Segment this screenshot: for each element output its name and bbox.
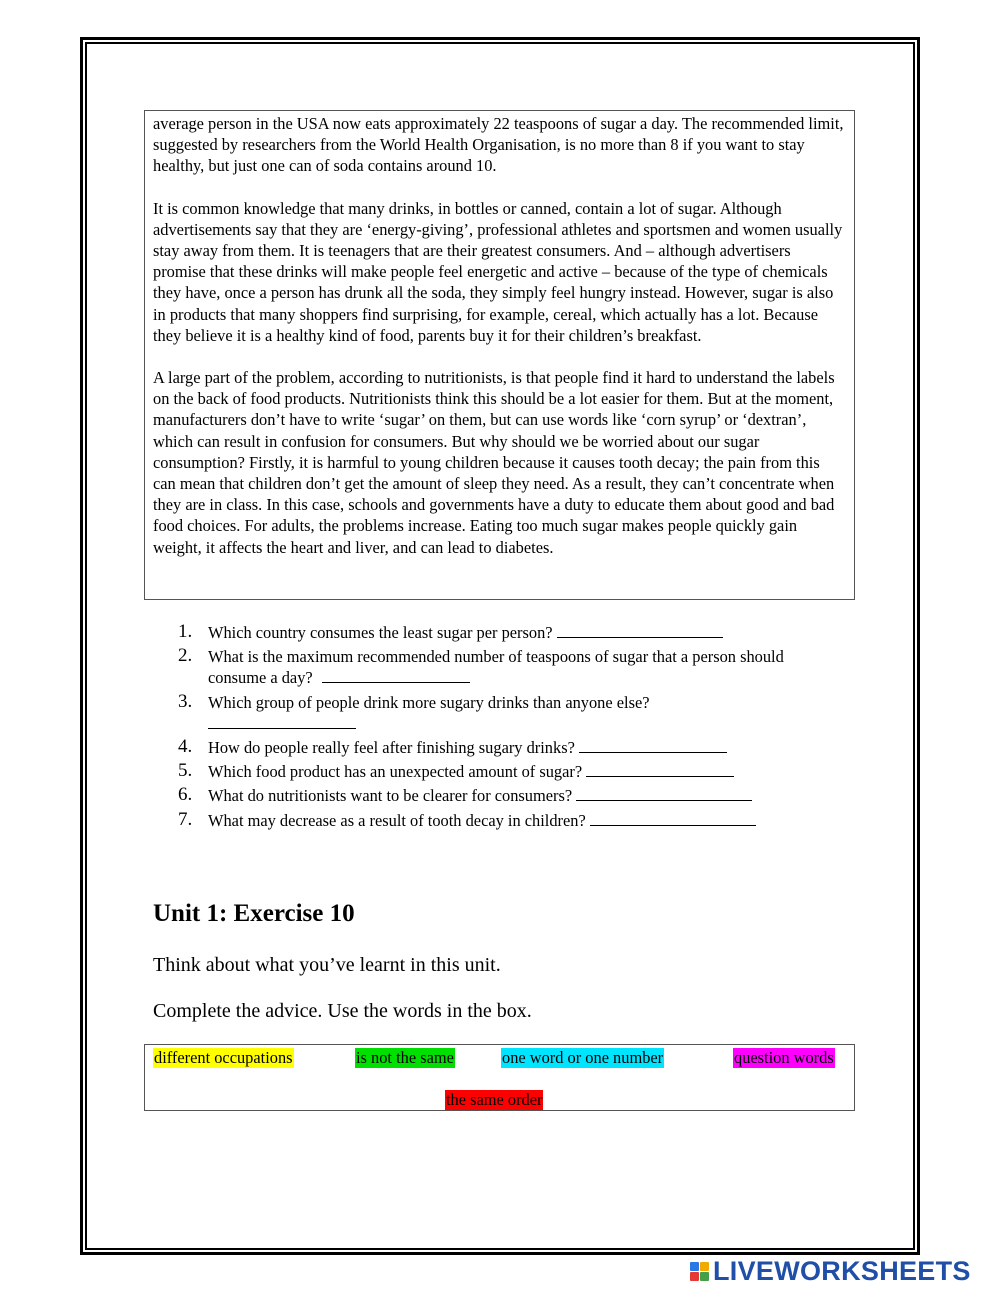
question-number: 4. — [178, 736, 193, 758]
liveworksheets-icon — [690, 1262, 709, 1281]
question-2 — [178, 646, 838, 688]
question-number: 2. — [178, 645, 193, 667]
question-number: 6. — [178, 784, 193, 806]
answer-blank-7[interactable] — [590, 810, 756, 826]
exercise-title: Unit 1: Exercise 10 — [153, 900, 355, 927]
word-different-occupations[interactable]: different occupations — [154, 1048, 293, 1067]
instruction-complete: Complete the advice. Use the words in the box. — [153, 1000, 532, 1022]
question-number: 3. — [178, 690, 193, 712]
logo-text: LIVEWORKSHEETS — [713, 1255, 971, 1286]
question-1 — [178, 622, 838, 643]
answer-blank-3[interactable] — [208, 713, 356, 729]
word-the-same-order[interactable]: the same order — [446, 1090, 543, 1109]
word-box — [144, 1044, 855, 1111]
answer-blank-2[interactable] — [322, 667, 470, 683]
question-7 — [178, 810, 838, 831]
question-number: 1. — [178, 621, 193, 642]
paragraph-3: A large part of the problem, according to nutritionists, is that people find it hard to understand the labels on the back of food products. Nutritionists think this should be a lot easier for them. But at the moment, manufacturers don’t have to write ‘sugar’ on them, but can use words like ‘corn syrup’ or ‘dextran’, which can result in confusion for consumers. But why should we be worried about our sugar consumption? Firstly, it is harmful to young children because it causes tooth decay; the pain from this can mean that children don’t get the amount of sleep they need. As a result, they can’t concentrate when they are in class. In this case, schools and governments have a duty to educate them about good and bad food choices. For adults, the problems increase. Eating too much sugar makes people quickly gain weight, it affects the heart and liver, and can lead to diabetes. — [153, 368, 835, 557]
answer-blank-5[interactable] — [586, 761, 734, 777]
question-text: How do people really feel after finishing sugary drinks? — [208, 738, 575, 758]
question-text: What do nutritionists want to be clearer for consumers? — [208, 786, 573, 806]
question-5 — [178, 761, 838, 782]
answer-blank-1[interactable] — [557, 622, 723, 638]
question-list — [178, 622, 838, 834]
question-4 — [178, 737, 838, 758]
answer-blank-6[interactable] — [576, 785, 752, 801]
instruction-reflect: Think about what you’ve learnt in this unit. — [153, 954, 501, 976]
question-text: Which group of people drink more sugary drinks than anyone else? — [208, 692, 650, 712]
question-text: Which food product has an unexpected amount of sugar? — [208, 762, 583, 782]
question-number: 7. — [178, 808, 193, 830]
answer-blank-4[interactable] — [579, 737, 727, 753]
paragraph-2: It is common knowledge that many drinks, in bottles or canned, contain a lot of sugar. Although advertisements say that they are ‘energy-giving’, professional athletes and sportsmen and women usually stay away from them. It is teenagers that are their greatest consumers. And – although advertisers promise that these drinks will make people feel energetic and active – because of the type of chemicals they have, once a person has drunk all the soda, they simply feel hungry instead. However, sugar is also in products that many shoppers find surprising, for example, cereal, which actually has a lot. Because they believe it is a healthy kind of food, parents buy it for their children’s breakfast. — [153, 198, 843, 345]
question-text: What may decrease as a result of tooth decay in children? — [208, 810, 586, 830]
question-text: What is the maximum recommended number of teaspoons of sugar that a person should consume a day? — [208, 647, 784, 688]
word-one-word-or-one-number[interactable]: one word or one number — [502, 1048, 664, 1067]
question-text: Which country consumes the least sugar per person? — [208, 623, 553, 642]
word-is-not-the-same[interactable]: is not the same — [356, 1048, 454, 1067]
reading-passage — [144, 110, 855, 600]
question-3 — [178, 692, 838, 734]
question-6 — [178, 785, 838, 806]
liveworksheets-logo — [690, 1255, 971, 1287]
question-number: 5. — [178, 760, 193, 782]
word-question-words[interactable]: question words — [734, 1048, 834, 1067]
paragraph-1: average person in the USA now eats approximately 22 teaspoons of sugar a day. The recommended limit, suggested by researchers from the World Health Organisation, is no more than 8 if you want to stay healthy, but just one can of soda contains around 10. — [153, 114, 844, 176]
